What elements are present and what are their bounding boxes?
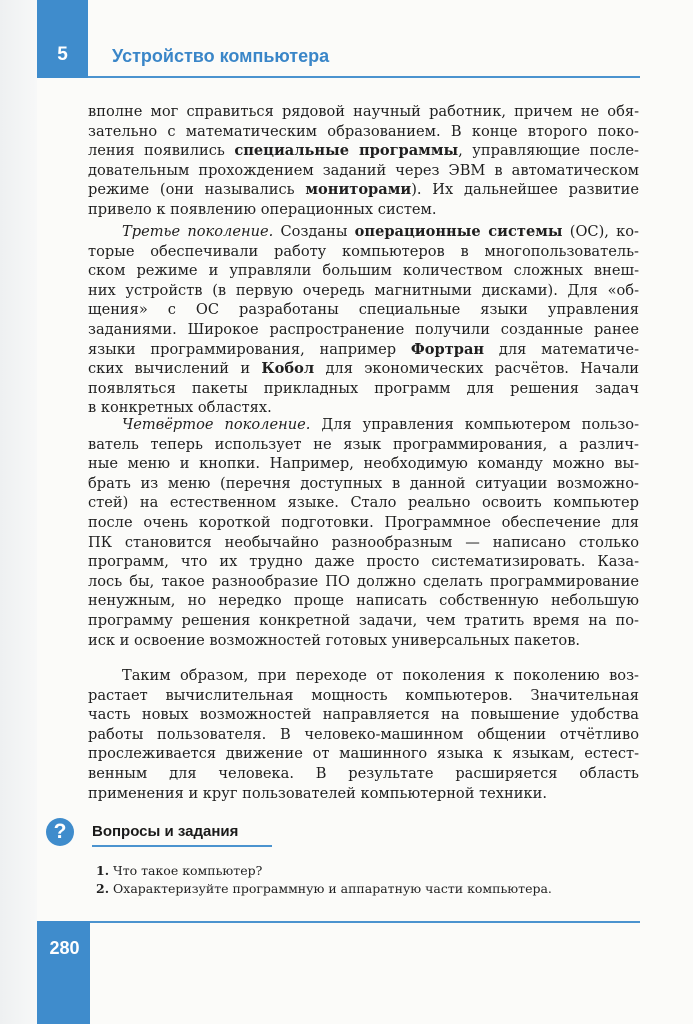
text-run: ). Их дальнейшее развитие (411, 181, 639, 199)
text-line (88, 474, 639, 494)
text-line (88, 454, 639, 474)
text-line (88, 572, 639, 592)
page-margin-shade (0, 0, 37, 1024)
text-run: довательным прохождением заданий через ЭВМ в автоматическом (88, 161, 639, 179)
text-line (88, 340, 639, 360)
text-line (88, 242, 639, 262)
text-line (88, 200, 639, 220)
text-line (88, 552, 639, 572)
questions-heading-rule (92, 845, 272, 847)
text-run: Созданы (273, 223, 355, 240)
text-run: часть новых возможностей направляется на повышение удобства (88, 706, 639, 724)
text-run: ПК становится необычайно разнообразным — написано столько (88, 533, 639, 551)
chapter-number: 5 (57, 44, 68, 65)
text-line (88, 141, 639, 161)
question-mark-icon: ? (46, 818, 74, 846)
text-run: щения» с ОС разработаны специальные языки управления (88, 301, 639, 319)
text-line (88, 744, 639, 764)
text-line (88, 320, 639, 340)
text-run: программу решения конкретной задачи, чем тратить время на по- (88, 611, 639, 629)
text-run: привело к появлению операционных систем. (88, 200, 437, 218)
text-run: растает вычислительная мощность компьютеров. Значительная (88, 686, 639, 704)
question-item (96, 862, 552, 880)
text-run: ления появились (88, 142, 235, 160)
text-run: прослеживается движение от машинного языка к языкам, естест- (88, 745, 639, 763)
footer-rule (90, 921, 640, 923)
text-line (88, 725, 639, 745)
text-run: стей) на естественном языке. Стало реально освоить компьютер (88, 494, 639, 512)
italic-heading: Третье поколение. (122, 223, 274, 240)
question-number: 1. (96, 863, 110, 878)
text-run: Для управления компьютером пользо- (310, 416, 639, 433)
paragraph-fourth-generation (88, 415, 639, 650)
question-text: Что такое компьютер? (113, 863, 263, 878)
text-line (88, 686, 639, 706)
text-line (88, 611, 639, 631)
italic-heading: Четвёртое поколение. (122, 416, 311, 433)
text-run: заданиями. Широкое распространение получили созданные ранее (88, 320, 639, 338)
text-run: ских вычислений и (88, 360, 262, 378)
text-run: ватель теперь использует не язык программирования, а различ- (88, 435, 639, 453)
text-run: венным для человека. В результате расширяется область (88, 764, 639, 782)
text-run: работы пользователя. В человеко-машинном общении отчётливо (88, 725, 639, 743)
bold-term: Кобол (261, 360, 315, 378)
bold-term: специальные программы (234, 142, 459, 160)
text-line (88, 161, 639, 181)
text-run: Таким образом, при переходе от поколения к поколению воз- (122, 667, 639, 684)
text-line (88, 300, 639, 320)
text-run: торые обеспечивали работу компьютеров в многопользователь- (88, 242, 639, 260)
text-line (88, 102, 639, 122)
text-line (88, 591, 639, 611)
text-line (88, 379, 639, 399)
text-line (88, 222, 639, 242)
text-run: (ОС), ко- (562, 223, 639, 240)
text-run: ные меню и кнопки. Например, необходимую команду можно вы- (88, 455, 639, 473)
text-line (88, 493, 639, 513)
text-run: ненужным, но нередко проще написать собственную небольшую (88, 592, 639, 610)
footer-tab (37, 921, 90, 1024)
text-line (88, 631, 639, 651)
questions-list (96, 862, 552, 898)
text-run: режиме (они назывались (88, 181, 306, 199)
page-number: 280 (49, 938, 80, 958)
bold-term: Фортран (410, 340, 485, 358)
text-run: них устройств (в первую очередь магнитными дисками). Для «об- (88, 281, 639, 299)
text-line (88, 359, 639, 379)
text-line (88, 281, 639, 301)
text-run: ском режиме и управляли большим количеством сложных внеш- (88, 262, 639, 280)
text-line (88, 415, 639, 435)
text-line (88, 533, 639, 553)
bold-term: операционные системы (354, 223, 563, 240)
text-line (88, 180, 639, 200)
paragraph-third-generation (88, 222, 639, 418)
header-rule (88, 76, 640, 78)
text-run: появляться пакеты прикладных программ для решения задач (88, 379, 639, 397)
text-line (88, 666, 639, 686)
text-run: вполне мог справиться рядовой научный работник, причем не обя- (88, 103, 639, 120)
text-line (88, 705, 639, 725)
text-line (88, 764, 639, 784)
chapter-tab (37, 0, 88, 78)
text-run: , управляющие после- (458, 142, 639, 160)
text-line (88, 122, 639, 142)
question-number: 2. (96, 881, 110, 896)
text-run: применения и круг пользователей компьютерной техники. (88, 784, 547, 802)
text-line (88, 435, 639, 455)
text-line (88, 784, 639, 804)
text-run: брать из меню (перечня доступных в данной ситуации возможно- (88, 474, 639, 492)
paragraph-conclusion (88, 666, 639, 803)
text-run: для математиче- (484, 340, 639, 358)
text-line (88, 513, 639, 533)
text-run: языки программирования, например (88, 340, 411, 358)
paragraph-1 (88, 102, 639, 220)
text-run: лось бы, такое разнообразие ПО должно сделать программирование (88, 572, 639, 590)
chapter-title: Устройство компьютера (112, 46, 330, 66)
text-run: иск и освоение возможностей готовых универсальных пакетов. (88, 631, 581, 649)
question-item (96, 880, 552, 898)
text-run: для экономических расчётов. Начали (314, 360, 640, 378)
text-run: зательно с математическим образованием. В конце второго поко- (88, 122, 639, 140)
text-run: программ, что их трудно даже просто систематизировать. Каза- (88, 553, 639, 571)
text-run: после очень короткой подготовки. Программное обеспечение для (88, 513, 639, 531)
question-text: Охарактеризуйте программную и аппаратную части компьютера. (113, 881, 552, 896)
bold-term: мониторами (305, 181, 412, 199)
text-run: в конкретных областях. (88, 399, 272, 417)
questions-heading: Вопросы и задания (92, 823, 239, 840)
text-line (88, 261, 639, 281)
